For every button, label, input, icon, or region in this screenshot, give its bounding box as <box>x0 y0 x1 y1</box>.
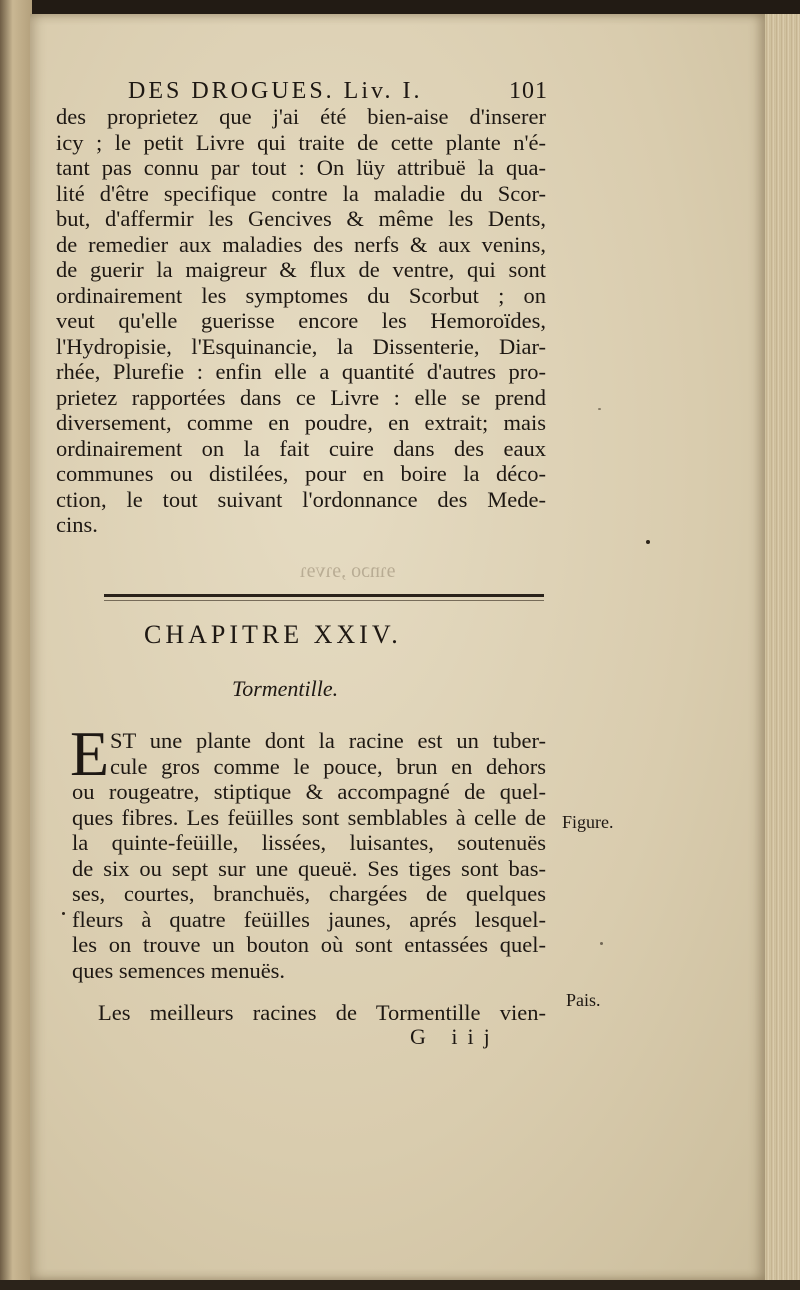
text-line: icy ; le petit Livre qui traite de cette plante n'é- <box>56 129 546 155</box>
running-head <box>128 78 548 105</box>
text-line: ordinairement les symptomes du Scorbut ; on <box>56 282 546 308</box>
text-line: ou rougeatre, stiptique & accompagné de quel- <box>72 779 546 804</box>
scan-bottom-border <box>0 1280 800 1290</box>
text-line: cins. <box>56 512 98 537</box>
page-stack-edge <box>765 14 800 1280</box>
text-line: ses, courtes, branchuës, chargées de quelques <box>72 881 546 906</box>
text-line: but, d'affermir les Gencives & même les Dents, <box>56 206 546 231</box>
text-line: la quinte-feüille, lissées, luisantes, soutenuës <box>72 830 546 855</box>
text-line: l'Hydropisie, l'Esquinancie, la Dissenterie, Diar- <box>56 333 546 359</box>
text-line: communes ou distilées, pour en boire la déco- <box>56 461 546 486</box>
text-line: tant pas connu par tout : On lüy attribuë la qua- <box>56 155 546 180</box>
text-line: les on trouve un bouton où sont entassées quel- <box>72 932 546 957</box>
margin-note-pais: Pais. <box>566 990 601 1010</box>
signature-mark: G iij <box>410 1024 500 1049</box>
text-line: diversement, comme en poudre, en extrait; mais <box>56 410 546 435</box>
section-rule-thin <box>104 600 544 601</box>
section-rule <box>104 594 544 597</box>
drop-cap: E <box>70 718 110 789</box>
paragraph-continuation <box>56 104 546 538</box>
text-line: des proprietez que j'ai été bien-aise d'inserer <box>56 104 546 129</box>
text-line: prietez rapportées dans ce Livre : elle se prend <box>56 384 546 410</box>
ink-speck <box>62 912 65 915</box>
text-line: de remedier aux maladies des nerfs & aux venins, <box>56 231 546 257</box>
text-line: rhée, Plurefie : enfin elle a quantité d'autres pro- <box>56 359 546 384</box>
page-number: 101 <box>509 78 548 104</box>
text-line: lité d'être specifique contre la maladie du Scor- <box>56 180 546 206</box>
scan-top-border <box>0 0 800 14</box>
text-line: veut qu'elle guerisse encore les Hemoroïdes, <box>56 308 546 333</box>
running-head-title: DES DROGUES. Liv. I. <box>128 78 423 104</box>
ink-speck <box>646 540 650 544</box>
binding-edge <box>0 0 32 1290</box>
show-through-text: ɘɿnɔo ,ɘɿvɘɿ <box>300 560 396 582</box>
text-line: ST une plante dont la racine est un tuber- <box>110 728 546 753</box>
ink-speck <box>600 942 603 945</box>
text-line: ordinairement on la fait cuire dans des eaux <box>56 435 546 461</box>
ink-speck <box>598 408 601 410</box>
text-line: ques fibres. Les feüilles sont semblables à celle de <box>72 804 546 830</box>
text-line: cule gros comme le pouce, brun en dehors <box>110 753 546 779</box>
chapter-heading: CHAPITRE XXIV. <box>144 620 402 649</box>
paragraph-provenance <box>72 1000 546 1026</box>
paragraph-description <box>72 728 546 983</box>
text-line: ction, le tout suivant l'ordonnance des Mede- <box>56 486 546 512</box>
text-line: de guerir la maigreur & flux de ventre, qui sont <box>56 257 546 282</box>
text-line: ques semences menuës. <box>72 957 286 983</box>
section-title: Tormentille. <box>232 676 339 701</box>
text-line: fleurs à quatre feüilles jaunes, aprés lesquel- <box>72 906 546 932</box>
text-line: de six ou sept sur une queuë. Ses tiges sont bas- <box>72 855 546 881</box>
text-line: Les meilleurs racines de Tormentille vien- <box>98 1000 546 1025</box>
margin-note-figure: Figure. <box>562 812 614 832</box>
